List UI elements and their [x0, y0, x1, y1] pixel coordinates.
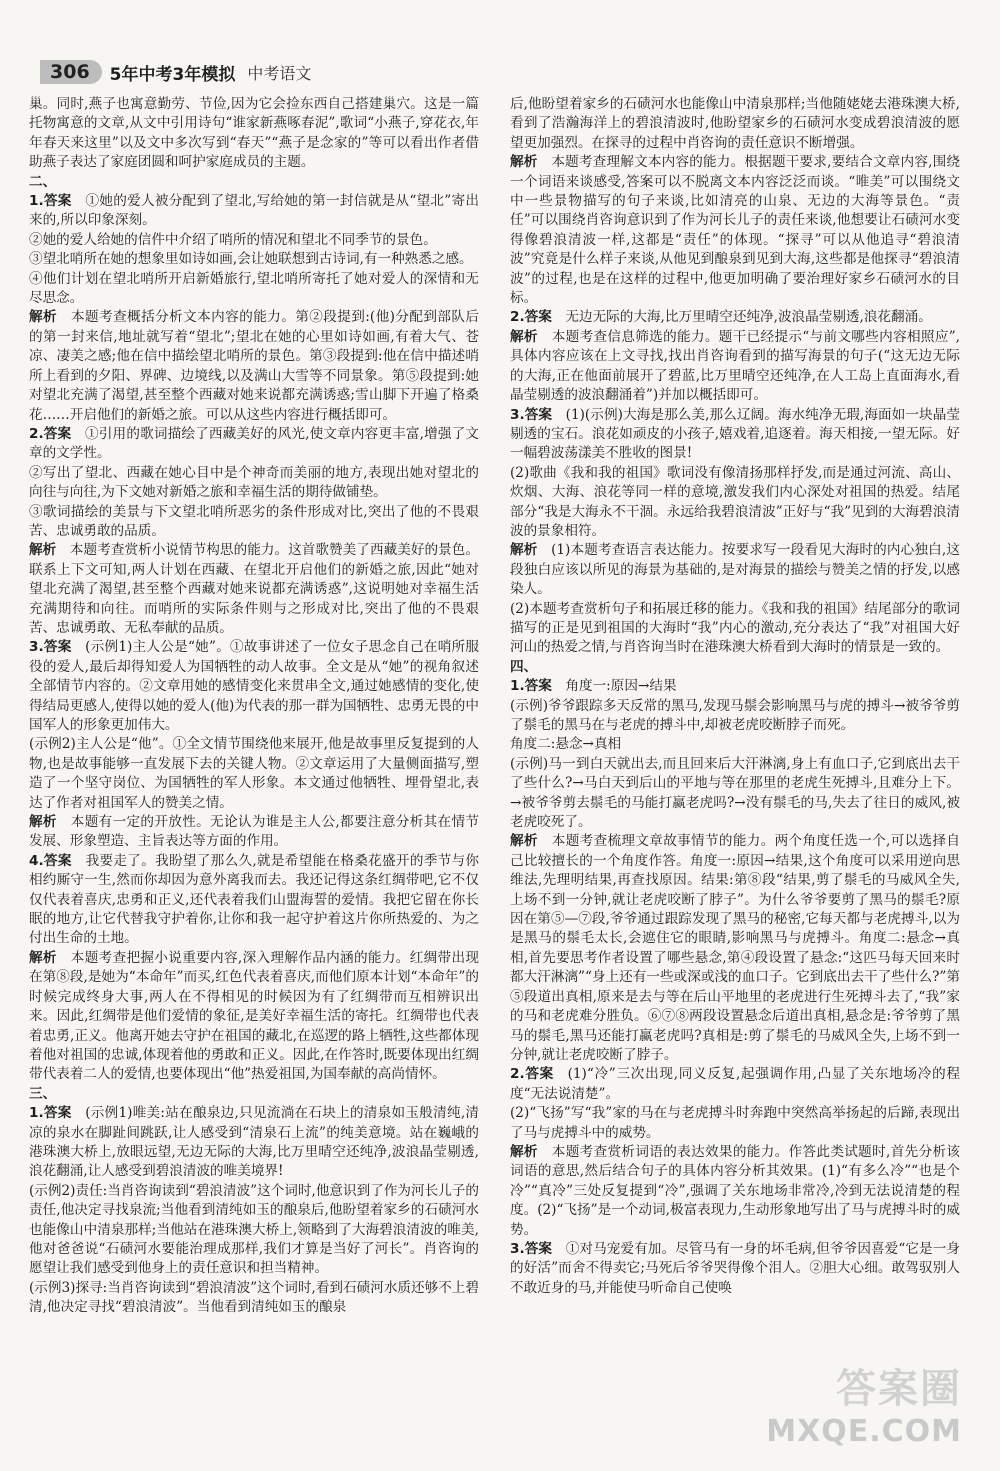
watermark-logo: 答案圈: [836, 1366, 962, 1412]
answer-text: 后,他盼望着家乡的石碛河水也能像山中清泉那样;当他随姥姥去港珠澳大桥,看到了浩瀚海洋上的碧浪清波时,他盼望家乡的石碛河水变成碧浪清波的愿望更加强烈。在探寻的过程中肖咨询的责任意识不断增强。: [510, 96, 960, 151]
answer-paragraph: [510, 1065, 960, 1104]
answer-paragraph: [510, 1143, 960, 1240]
answer-paragraph: [510, 406, 960, 464]
answer-paragraph: [510, 832, 960, 1065]
answer-paragraph: [29, 1279, 479, 1318]
answer-label: 1.答案: [29, 1105, 72, 1122]
answer-paragraph: [29, 503, 479, 542]
section-heading: 三、: [29, 1085, 57, 1102]
answer-paragraph: [29, 1182, 479, 1279]
answer-text: 角度一:原因→结果: [565, 678, 677, 695]
answer-label: 1.答案: [510, 678, 552, 695]
answer-paragraph: [510, 95, 960, 153]
answer-text: ②她的爱人给她的信件中介绍了哨所的情况和望北不同季节的景色。: [29, 231, 437, 248]
answer-column-left: [29, 95, 479, 1318]
answer-paragraph: [29, 541, 479, 638]
answer-paragraph: [29, 638, 479, 735]
answer-text: (2)“飞扬”写“我”家的马在与老虎搏斗时奔跑中突然高举扬起的后蹄,表现出了马与虎搏斗中的威势。: [510, 1105, 960, 1141]
answer-paragraph: [29, 813, 479, 852]
answer-paragraph: [510, 600, 960, 658]
series-title: 5年中考3年模拟: [109, 64, 236, 85]
answer-text: 本题考查理解文本内容的能力。根据题干要求,要结合文章内容,围绕一个词语来谈感受,答案可以不脱离文本内容泛泛而谈。“唯美”可以围绕文中一些景物描写的句子来谈,比如清亮的山泉、无边的大海等景色。“责任”可以围绕肖咨询意识到了作为河长儿子的责任来谈,他想要让石碛河水变得像碧浪清波一样,这都是“责任”的体现。“探寻”可以从他追寻“碧浪清波”究竟是什么样子来谈,从他见到酿泉到见到大海,这些都是他探寻“碧浪清波”的过程,也是在这样的过程中,他更加明确了要治理好家乡石碛河水的目标。: [510, 154, 961, 307]
answer-label: 3.答案: [29, 639, 72, 656]
answer-text: ①引用的歌词描绘了西藏美好的风光,使文章内容更丰富,增强了文章的文学性。: [29, 425, 479, 462]
answer-paragraph: [510, 153, 960, 308]
answer-label: 解析: [510, 542, 538, 559]
answer-text: ②写出了望北、西藏在她心目中是个神奇而美丽的地方,表现出她对望北的向往与向往,为下文她对新婚之旅和幸福生活的期待做铺垫。: [29, 464, 479, 501]
answer-paragraph: [510, 755, 960, 833]
answer-label: 解析: [510, 1143, 538, 1160]
answer-text: 本题考查梳理文章故事情节的能力。两个角度任选一个,可以选择自己比较擅长的一个角度作答。角度一:原因→结果,这个角度可以采用逆向思维法,先理明结果,再查找原因。结果:第⑧段“结果,剪了鬃毛的马威风全失,上场不到一分钟,就让老虎咬断了脖子”。为什么爷爷要剪了黑马的鬃毛?原因在第⑤—⑦段,爷爷通过跟踪发现了黑马的秘密,它每天都与老虎搏斗,以为是黑马的鬃毛太长,会遮住它的眼睛,影响黑马与虎搏斗。角度二:悬念→真相,首先要思考作者设置了哪些悬念,第④段设置了悬念:“这匹马每天回来时都大汗淋漓”“身上还有一些或深或浅的血口子。它到底出去干了些什么?”第⑤段道出真相,原来是去与等在后山平地里的老虎进行生死搏斗去了,“我”家的马和老虎难分胜负。⑥⑦⑧两段设置悬念后道出真相,悬念是:爷爷剪了黑马的鬃毛,黑马还能打赢老虎吗?真相是:剪了鬃毛的马威风全失,上场不到一分钟,就让老虎咬断了脖子。: [510, 833, 960, 1063]
answer-paragraph: [29, 735, 479, 813]
answer-text: (1)“冷”三次出现,同义反复,起强调作用,凸显了关东地场冷的程度“无法说清楚”。: [510, 1066, 960, 1102]
answer-paragraph: [510, 328, 960, 406]
answer-paragraph: [29, 425, 479, 464]
page-header: [40, 58, 311, 86]
answer-paragraph: [29, 464, 479, 503]
answer-text: 巢。同时,燕子也寓意勤劳、节俭,因为它会捡东西自己搭建巢穴。这是一篇托物寓意的文章,从文中引用诗句“谁家新燕啄春泥”,歌词“小燕子,穿花衣,年年春天来这里”以及文中多次写到“春天”“燕子是念家的”等可以看出作者借助燕子表达了家庭团圆和呵护家庭成员的主题。: [29, 96, 479, 171]
answer-label: 1.答案: [29, 193, 72, 210]
answer-text: (1)(示例)大海是那么美,那么辽阔。海水纯净无瑕,海面如一块晶莹剔透的宝石。浪花如顽皮的小孩子,嬉戏着,追逐着。海天相接,一望无际。好一幅碧波荡漾美不胜收的图景!: [510, 406, 960, 462]
answer-text: (1)本题考查语言表达能力。按要求写一段看见大海时的内心独白,这段独白应该以所见的海景为基础的,是对海景的描绘与赞美之情的抒发,以感染人。: [510, 542, 961, 598]
answer-text: 本题考查把握小说重要内容,深入理解作品内涵的能力。红绸带出现在第⑧段,是她为“本命年”而买,红色代表着喜庆,而他们原本计划“本命年”的时候完成终身大事,两人在不得相见的时候因为有了红绸带而互相辨识出来。因此,红绸带是他们爱情的象征,是美好幸福生活的寄托。红绸带也代表着忠勇,正义。他离开她去守护在祖国的藏北,在巡逻的路上牺牲,这些都体现着他对祖国的忠诚,体现着他的勇敢和正义。因此,在作答时,既要体现出红绸带代表着二人的爱情,也要体现出“他”热爱祖国,为国奉献的高尚情怀。: [29, 949, 479, 1083]
answer-text: (示例1)唯美:站在酿泉边,只见流淌在石块上的清泉如玉般清纯,清凉的泉水在脚趾间跳跃,让人感受到“清泉石上流”的纯美意境。站在巍峨的港珠澳大桥上,放眼远望,无边无际的大海,比万里晴空还纯净,波浪晶莹剔透,浪花翻涌,让人感受到碧浪清波的唯美境界!: [29, 1105, 479, 1180]
subject-label: 中考语文: [247, 63, 312, 83]
answer-label: 2.答案: [510, 1066, 554, 1083]
answer-label: 解析: [29, 949, 57, 966]
answer-text: (2)歌曲《我和我的祖国》歌词没有像清扬那样抒发,而是通过河流、高山、炊烟、大海、浪花等同一样的意境,激发我们内心深处对祖国的热爱。结尾部分“我是大海永不干涸。永远给我碧浪清波”正好与“我”见到的大海碧浪清波的景象相符。: [510, 464, 960, 539]
answer-paragraph: [29, 1104, 479, 1182]
answer-label: 解析: [510, 328, 538, 345]
answer-paragraph: [29, 95, 479, 173]
section-heading: 四、: [510, 658, 538, 675]
answer-text: (示例3)探寻:当肖咨询读到“碧浪清波”这个词时,看到石碛河水质还够不上碧清,他决定寻找“碧浪清波”。当他看到清纯如玉的酿泉: [29, 1279, 479, 1316]
answer-paragraph: [510, 1240, 960, 1298]
answer-label: 2.答案: [29, 425, 72, 442]
answer-paragraph: [29, 270, 479, 309]
answer-text: ④他们计划在望北哨所开启新婚旅行,望北哨所寄托了她对爱人的深情和无尽思念。: [29, 270, 479, 307]
answer-paragraph: [29, 852, 479, 949]
answer-label: 3.答案: [510, 406, 553, 423]
answer-text: (示例)马一到白天就出去,而且回来后大汗淋漓,身上有血口子,它到底出去干了些什么?→马白天到后山的平地与等在那里的老虎生死搏斗,且难分上下。→被爷爷剪去鬃毛的马能打赢老虎吗?→没有鬃毛的马,失去了往日的威风,被老虎咬死了。: [510, 755, 960, 831]
section-heading: 二、: [29, 173, 57, 190]
answer-text: 本题有一定的开放性。无论认为谁是主人公,都要注意分析其在情节发展、形象塑造、主旨表达等方面的作用。: [29, 814, 479, 850]
watermark: [766, 1357, 962, 1449]
answer-paragraph: [29, 308, 479, 424]
answer-text: ③歌词描绘的美景与下文望北哨所恶劣的条件形成对比,突出了他的不畏艰苦、忠诚勇敢的品质。: [29, 503, 479, 539]
answer-paragraph: [510, 541, 960, 599]
answer-label: 解析: [29, 542, 57, 559]
answer-text: (示例1)主人公是“她”。①故事讲述了一位女子思念自己在哨所服役的爱人,最后却得知爱人为国牺牲的动人故事。全文是从“她”的视角叙述全部情节内容的。②文章用她的感情变化来贯串全文,通过她感情的变化,使得结局更感人,使得以她的爱人(他)为代表的那一群为国牺牲、忠勇无畏的中国军人的形象更加伟大。: [29, 639, 479, 733]
answer-label: 2.答案: [510, 309, 552, 326]
answer-text: (示例)爷爷跟踪多天反常的黑马,发现马鬃会影响黑马与虎的搏斗→被爷爷剪了鬃毛的黑马在与老虎的搏斗中,却被老虎咬断脖子而死。: [510, 697, 960, 733]
answer-label: 解析: [29, 814, 57, 831]
answer-text: 本题考查信息筛选的能力。题干已经提示“与前文哪些内容相照应”,具体内容应该在上文寻找,找出肖咨询看到的描写海景的句子(“这无边无际的大海,正在他面前展开了碧蓝,比万里晴空还纯净,在人工岛上直面海水,看晶莹剔透的波浪翻涌着”)并加以概括即可。: [510, 328, 961, 404]
answer-paragraph: [29, 949, 479, 1085]
answer-text: ①她的爱人被分配到了望北,写给她的第一封信就是从“望北”寄出来的,所以印象深刻。: [29, 193, 480, 229]
answer-paragraph: [510, 464, 960, 542]
answer-text: 我要走了。我盼望了那么久,就是希望能在格桑花盛开的季节与你相约厮守一生,然而你却因为意外离我而去。我还记得这条红绸带吧,它不仅仅代表着喜庆,忠勇和正义,还代表着我们山盟海誓的爱情。我把它留在你长眠的地方,让它代替我守护着你,让你和我一起守护着这片你所热爱的、为之付出生命的土地。: [29, 852, 479, 947]
answer-label: 4.答案: [29, 852, 72, 869]
page-number: 306: [40, 60, 102, 84]
answer-label: 解析: [29, 309, 58, 326]
answer-paragraph: [29, 250, 479, 269]
answer-label: 3.答案: [510, 1240, 553, 1257]
answer-text: (示例2)主人公是“他”。①全文情节围绕他来展开,他是故事里反复提到的人物,也是故事能够一直发展下去的关键人物。②文章运用了大量侧面描写,塑造了一个坚守岗位、为国牺牲的军人形象。本文通过他牺牲、埋骨望北,表达了作者对祖国军人的赞美之情。: [29, 736, 479, 811]
answer-paragraph: [510, 697, 960, 736]
answer-text: 角度二:悬念→真相: [510, 736, 622, 753]
answer-text: 本题考查概括分析文本内容的能力。第②段提到:(他)分配到部队后的第一封来信,地址就写着“望北”;望北在她的心里如诗如画,有着大气、苍凉、凄美之感;他在信中描绘望北哨所的景色。第③段提到:他在信中描述哨所上看到的夕阳、界碑、边境线,以及满山大雪等不同景象。第⑤段提到:她对望北充满了渴望,甚至整个西藏对她来说都充满诱惑;雪山脚下开遍了格桑花……开启他们的新婚之旅。可以从这些内容进行概括即可。: [29, 309, 480, 423]
answer-paragraph: [29, 192, 479, 231]
answer-paragraph: [510, 677, 960, 696]
answer-text: 本题考查赏析小说情节构思的能力。这首歌赞美了西藏美好的景色。联系上下文可知,两人计划在西藏、在望北开启他们的新婚之旅,因此“她对望北充满了渴望,甚至整个西藏对她来说都充满诱惑”,这说明她对幸福生活充满期待和向往。而哨所的实际条件则与之形成对比,突出了他的不畏艰苦、忠诚勇敢、无私奉献的品质。: [29, 542, 480, 636]
answer-text: ③望北哨所在她的想象里如诗如画,会让她联想到古诗词,有一种熟悉之感。: [29, 251, 473, 268]
answer-text: 本题考查赏析词语的表达效果的能力。作答此类试题时,首先分析该词语的意思,然后结合句子的具体内容分析其效果。(1)“有多么冷”“也是个冷”“真冷”三处反复提到“冷”,强调了关东地场非常冷,冷到无法说清楚的程度。(2)“飞扬”是一个动词,极富表现力,生动形象地写出了马与虎搏斗时的威势。: [510, 1143, 960, 1238]
answer-column-right: [510, 95, 960, 1298]
answer-paragraph: [29, 231, 479, 250]
answer-label: 解析: [510, 833, 538, 850]
answer-text: (2)本题考查赏析句子和拓展迁移的能力。《我和我的祖国》结尾部分的歌词描写的正是见到祖国的大海时“我”内心的激动,充分表达了“我”对祖国大好河山的热爱之情,与肖咨询当时在港珠澳大桥看到大海时的情景是一致的。: [510, 600, 960, 656]
answer-paragraph: [510, 735, 960, 754]
answer-label: 解析: [510, 154, 538, 171]
answer-text: 无边无际的大海,比万里晴空还纯净,波浪晶莹剔透,浪花翻涌。: [565, 309, 932, 326]
watermark-url: MXQE.COM: [766, 1414, 962, 1449]
answer-text: ①对马宠爱有加。尽管马有一身的坏毛病,但爷爷因喜爱“它是一身的好活”而舍不得卖它;马死后爷爷哭得像个泪人。②胆大心细。敢驾驭别人不敢近身的马,并能使马听命自己使唤: [510, 1240, 960, 1296]
answer-paragraph: [510, 1104, 960, 1143]
answer-paragraph: [510, 308, 960, 327]
answer-text: (示例2)责任:当肖咨询读到“碧浪清波”这个词时,他意识到了作为河长儿子的责任,他决定寻找泉流;当他看到清纯如玉的酿泉后,他盼望着家乡的石碛河水也能像山中清泉那样;当他站在港珠澳大桥上,领略到了大海碧浪清波的唯美,他对爸爸说“石碛河水要能治理成那样,我们才算是当好了河长”。肖咨询的愿望让我们感受到他身上的责任意识和担当精神。: [29, 1182, 479, 1277]
